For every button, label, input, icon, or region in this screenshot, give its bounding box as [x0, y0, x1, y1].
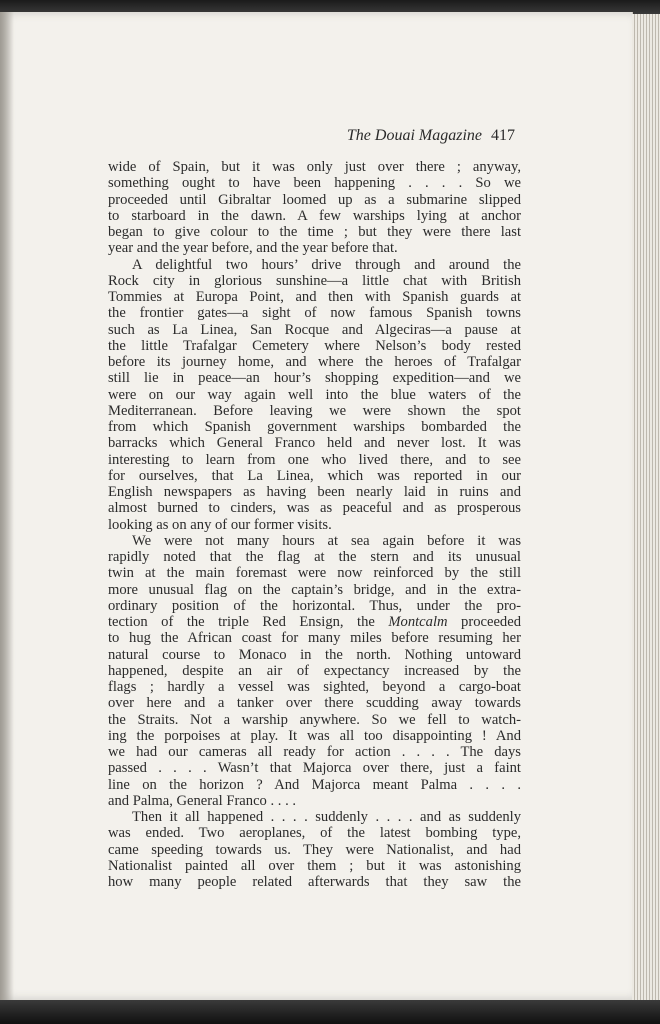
text-line: Tommies at Europa Point, and then with Spanish guards at — [108, 289, 521, 305]
text-line: interesting to learn from one who lived there, and to see — [108, 451, 521, 468]
text-line: before its journey home, and where the heroes of Trafalgar — [108, 354, 521, 370]
text-line: was ended. Two aeroplanes, of the latest bombing type, — [108, 825, 521, 842]
text-line: rapidly noted that the flag at the stern and its unusual — [108, 549, 521, 565]
text-line: A delightful two hours’ drive through and around the — [132, 256, 521, 273]
magazine-title: The Douai Magazine — [346, 127, 482, 144]
text-line: for ourselves, that La Linea, which was reported in our — [108, 467, 521, 484]
text-line: passed . . . . Wasn’t that Majorca over there, just a faint — [108, 760, 521, 777]
text-line: from which Spanish government warships bombarded the — [108, 419, 521, 435]
ship-name: Montcalm — [388, 614, 448, 630]
text-line: how many people related afterwards that they saw the — [108, 874, 521, 890]
text-line: were on our way again well into the blue waters of the — [108, 386, 521, 403]
text-line: ing the porpoises at play. It was all too disappointing ! And — [108, 727, 521, 744]
text-line: we had our cameras all ready for action . . . . The days — [108, 744, 521, 760]
text-line: the frontier gates—a sight of now famous Spanish towns — [108, 305, 521, 322]
text-line: twin at the main foremast were now reinforced by the still — [108, 565, 521, 582]
body-text — [108, 159, 521, 890]
text-line: and Palma, General Franco . . . . — [108, 792, 297, 809]
text-line-part: tection of the triple Red Ensign, the — [108, 614, 375, 630]
text-line: looking as on any of our former visits. — [108, 516, 332, 533]
text-line: the little Trafalgar Cemetery where Nelson’s body rested — [108, 337, 521, 354]
text-line: wide of Spain, but it was only just over there ; anyway, — [108, 159, 521, 175]
page-edges — [632, 14, 660, 1000]
text-line: barracks which General Franco held and never lost. It was — [108, 435, 521, 452]
page-number: 417 — [491, 127, 515, 144]
scan-border-bottom — [0, 1000, 660, 1024]
text-line: happened, despite an air of expectancy increased by the — [108, 662, 521, 679]
text-line: Rock city in glorious sunshine—a little chat with British — [108, 272, 521, 289]
text-line: more unusual flag on the captain’s bridge, and in the extra- — [108, 581, 521, 598]
text-line: came speeding towards us. They were Nationalist, and had — [108, 841, 521, 858]
text-line: flags ; hardly a vessel was sighted, beyond a cargo-boat — [108, 679, 521, 695]
gutter-shadow — [0, 12, 14, 1000]
text-line: to hug the African coast for many miles before resuming her — [108, 630, 521, 647]
text-line: Nationalist painted all over them ; but it was astonishing — [108, 857, 521, 874]
text-line: almost burned to cinders, was as peaceful and as prosperous — [108, 500, 521, 517]
text-line: English newspapers as having been nearly laid in ruins and — [108, 484, 521, 500]
text-line-part: proceeded — [461, 614, 521, 630]
text-line: such as La Linea, San Rocque and Algeciras—a pause at — [108, 321, 521, 338]
text-line: the Straits. Not a warship anywhere. So we fell to watch- — [108, 711, 521, 728]
text-line — [108, 614, 521, 630]
text-line: We were not many hours at sea again before it was — [132, 532, 521, 549]
text-line: Mediterranean. Before leaving we were shown the spot — [108, 402, 521, 419]
text-line: something ought to have been happening . . . . So we — [108, 175, 521, 192]
text-line: over here and a tanker over there scudding away towards — [108, 695, 521, 712]
text-line: proceeded until Gibraltar loomed up as a submarine slipped — [108, 191, 521, 208]
text-line: year and the year before, and the year before that. — [108, 240, 398, 257]
text-line: Then it all happened . . . . suddenly . . . . and as suddenly — [132, 809, 521, 825]
running-head — [0, 127, 515, 145]
text-line: began to give colour to the time ; but they were there last — [108, 224, 521, 240]
text-line: line on the horizon ? And Majorca meant Palma . . . . — [108, 776, 521, 793]
text-line: natural course to Monaco in the north. Nothing untoward — [108, 646, 521, 663]
text-line: still lie in peace—an hour’s shopping expedition—and we — [108, 370, 521, 387]
text-line: to starboard in the dawn. A few warships lying at anchor — [108, 207, 521, 224]
text-line: ordinary position of the horizontal. Thus, under the pro- — [108, 597, 521, 614]
